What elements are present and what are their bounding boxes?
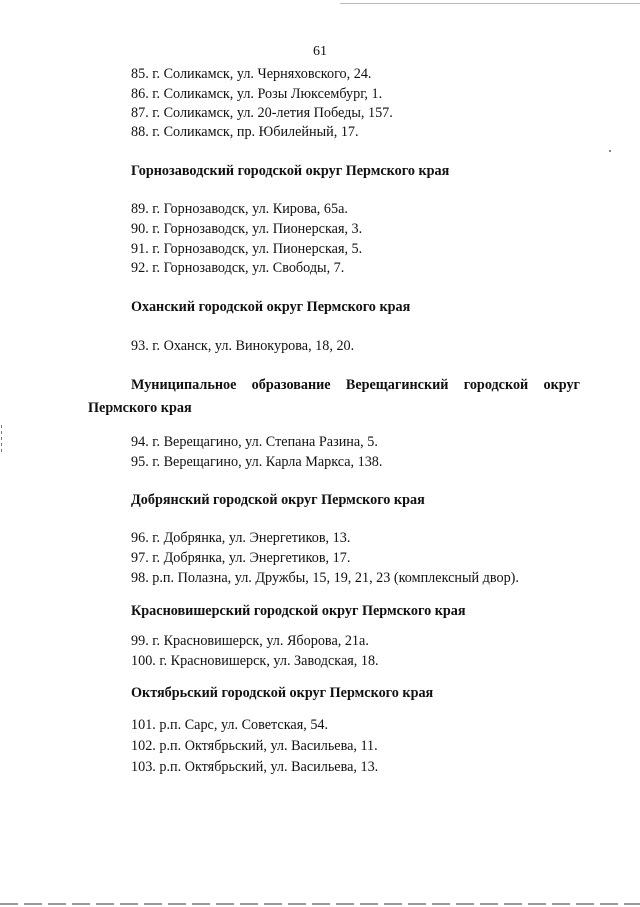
list-item: 98. р.п. Полазна, ул. Дружбы, 15, 19, 21, 23 (комплексный двор).	[131, 570, 519, 586]
heading-line: Муниципальное образование Верещагинский городской округ	[131, 377, 580, 393]
list-item: 100. г. Красновишерск, ул. Заводская, 18.	[131, 653, 379, 669]
list-item: 99. г. Красновишерск, ул. Яборова, 21а.	[131, 633, 369, 649]
section-heading-gornozavodsk: Горнозаводский городской округ Пермского края	[131, 163, 450, 179]
section-heading-oktyabrsky: Октябрьский городской округ Пермского края	[131, 685, 434, 701]
scan-artifact-bottom-line	[0, 903, 640, 905]
list-item: 90. г. Горнозаводск, ул. Пионерская, 3.	[131, 221, 363, 237]
scan-artifact-top-line	[340, 3, 640, 4]
list-item: 93. г. Оханск, ул. Винокурова, 18, 20.	[131, 338, 355, 354]
section-heading-okhansk: Оханский городской округ Пермского края	[131, 299, 411, 315]
section-heading-vereshchagino	[88, 374, 580, 420]
section-heading-dobryanka: Добрянский городской округ Пермского края	[131, 492, 425, 508]
list-item: 85. г. Соликамск, ул. Черняховского, 24.	[131, 66, 372, 82]
scan-artifact-left-mark	[1, 425, 2, 453]
list-item: 87. г. Соликамск, ул. 20-летия Победы, 157.	[131, 105, 393, 121]
list-item: 94. г. Верещагино, ул. Степана Разина, 5.	[131, 434, 378, 450]
list-item: 88. г. Соликамск, пр. Юбилейный, 17.	[131, 124, 359, 140]
section-heading-krasnovishersk: Красновишерский городской округ Пермского края	[131, 603, 466, 619]
heading-line: Пермского края	[88, 400, 192, 416]
list-item: 92. г. Горнозаводск, ул. Свободы, 7.	[131, 260, 345, 276]
list-item: 91. г. Горнозаводск, ул. Пионерская, 5.	[131, 241, 363, 257]
list-item: 89. г. Горнозаводск, ул. Кирова, 65а.	[131, 201, 348, 217]
list-item: 97. г. Добрянка, ул. Энергетиков, 17.	[131, 550, 351, 566]
scan-artifact-dot	[609, 150, 611, 152]
list-item: 102. р.п. Октябрьский, ул. Васильева, 11.	[131, 738, 378, 754]
list-item: 96. г. Добрянка, ул. Энергетиков, 13.	[131, 530, 351, 546]
list-item: 103. р.п. Октябрьский, ул. Васильева, 13.	[131, 759, 379, 775]
list-item: 101. р.п. Сарс, ул. Советская, 54.	[131, 717, 329, 733]
list-item: 86. г. Соликамск, ул. Розы Люксембург, 1.	[131, 86, 383, 102]
page-number: 61	[313, 44, 327, 59]
list-item: 95. г. Верещагино, ул. Карла Маркса, 138.	[131, 454, 383, 470]
